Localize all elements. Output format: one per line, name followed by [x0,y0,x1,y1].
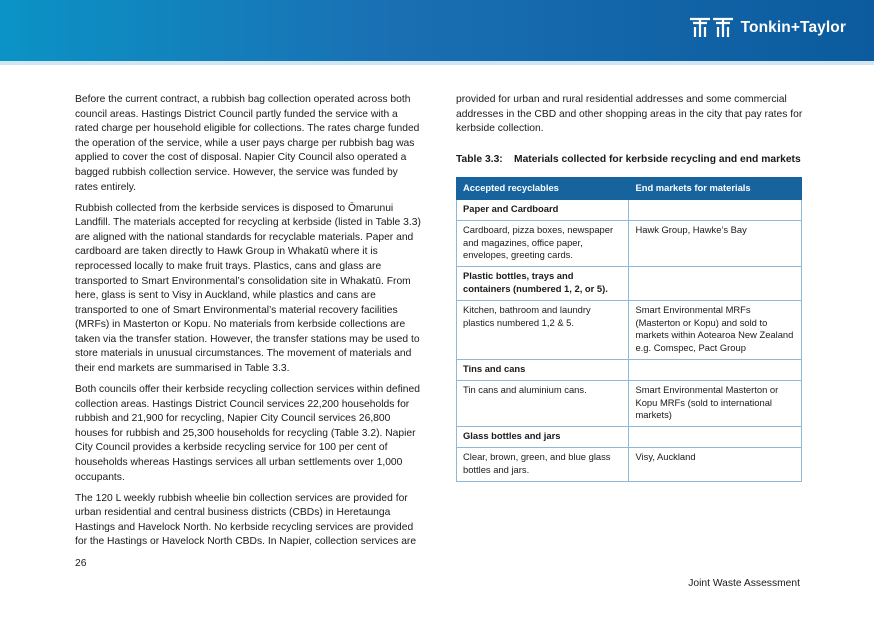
footer-document-title: Joint Waste Assessment [688,578,800,589]
table-cell: Cardboard, pizza boxes, newspaper and magazines, office paper, envelopes, greeting cards. [457,220,629,266]
company-logo [689,16,846,40]
table-group-cell: Glass bottles and jars [457,427,629,448]
body-paragraph: The 120 L weekly rubbish wheelie bin collection services are provided for urban residential and central business districts (CBDs) in Heretaunga Hastings and Havelock North. No kerbside recycling services are provided for the Hastings or Havelock North CBDs. In Napier, collection services are [75,492,417,548]
table-cell [629,200,802,221]
left-column [75,93,421,556]
logo-text: Tonkin+Taylor [740,19,846,36]
body-paragraph: provided for urban and rural residential addresses and some commercial addresses in the CBD and other shopping areas in the city that pay rates for kerbside collection. [456,94,803,135]
body-paragraph: Before the current contract, a rubbish bag collection operated across both council areas. Hastings District Council partly funded the service with a rated charge per household eligible for collections. The rates charge funded the operation of the service, while a user pays charge per rubbish bag was applied to cover the cost of disposal. Napier City Council also operated a bagged rubbish collection service. However, the service was funded by rates entirely. [75,94,420,193]
header-divider [0,61,874,65]
table-cell: Clear, brown, green, and blue glass bottles and jars. [457,447,629,481]
table-row [457,380,802,426]
table-cell [629,359,802,380]
table-cell [629,427,802,448]
table-caption-title: Materials collected for kerbside recycling and end markets [514,154,801,165]
table-cell: Tin cans and aluminium cans. [457,380,629,426]
page-number: 26 [75,558,87,569]
table-row [457,300,802,359]
table-group-cell: Tins and cans [457,359,629,380]
table-header-cell: Accepted recyclables [457,178,629,200]
tt-logo-mark-icon [689,17,735,39]
table-cell: Smart Environmental Masterton or Kopu MRFs (sold to international markets) [629,380,802,426]
table-caption-number: Table 3.3: [456,154,503,165]
right-column [456,93,806,137]
table-cell: Visy, Auckland [629,447,802,481]
table-cell: Kitchen, bathroom and laundry plastics numbered 1,2 & 5. [457,300,629,359]
table-row-group [457,267,802,301]
table-header-cell: End markets for materials [629,178,802,200]
table-row [457,447,802,481]
table-cell: Smart Environmental MRFs (Masterton or Kopu) and sold to markets within Aotearoa New Zealand e.g. Comspec, Pact Group [629,300,802,359]
table-row [457,220,802,266]
table-row-group [457,359,802,380]
table-row-group [457,427,802,448]
table-group-cell: Paper and Cardboard [457,200,629,221]
table-row-group [457,200,802,221]
table-header-row [457,178,802,200]
table-cell: Hawk Group, Hawke’s Bay [629,220,802,266]
table-cell [629,267,802,301]
body-paragraph: Rubbish collected from the kerbside services is disposed to Ōmarunui Landfill. The materials accepted for recycling at kerbside (listed in Table 3.3) are aligned with the national standards for recyclable materials. Paper and cardboard are taken directly to Hawk Group in Whakatū where it is reprocessed locally to make fruit trays. Plastics, cans and glass are transported to Smart Environmental’s consolidation site in Whakatū. From here, glass is sent to Visy in Auckland, while plastics and cans are transported to one of Smart Environmental’s material recovery facilities (MRFs) in Masterton or Kopu. No materials from kerbside collections are taken via the transfer station. However, the transfer stations may be used to store materials in unusual circumstances. The movement of materials and their end markets are summarised in Table 3.3. [75,202,421,375]
recyclables-table [456,177,802,482]
table-group-cell: Plastic bottles, trays and containers (numbered 1, 2, or 5). [457,267,629,301]
body-paragraph: Both councils offer their kerbside recycling collection services within defined collection areas. Hastings District Council services 22,200 households for rubbish and 21,900 for recycling, Napier City Council services 26,800 houses for rubbish and 25,300 households for recycling (Table 3.2). Napier City Council provides a kerbside recycling service for 100 per cent of households whereas Hastings services all urban settlements over 1,000 occupants. [75,384,420,483]
table-caption [456,154,806,165]
